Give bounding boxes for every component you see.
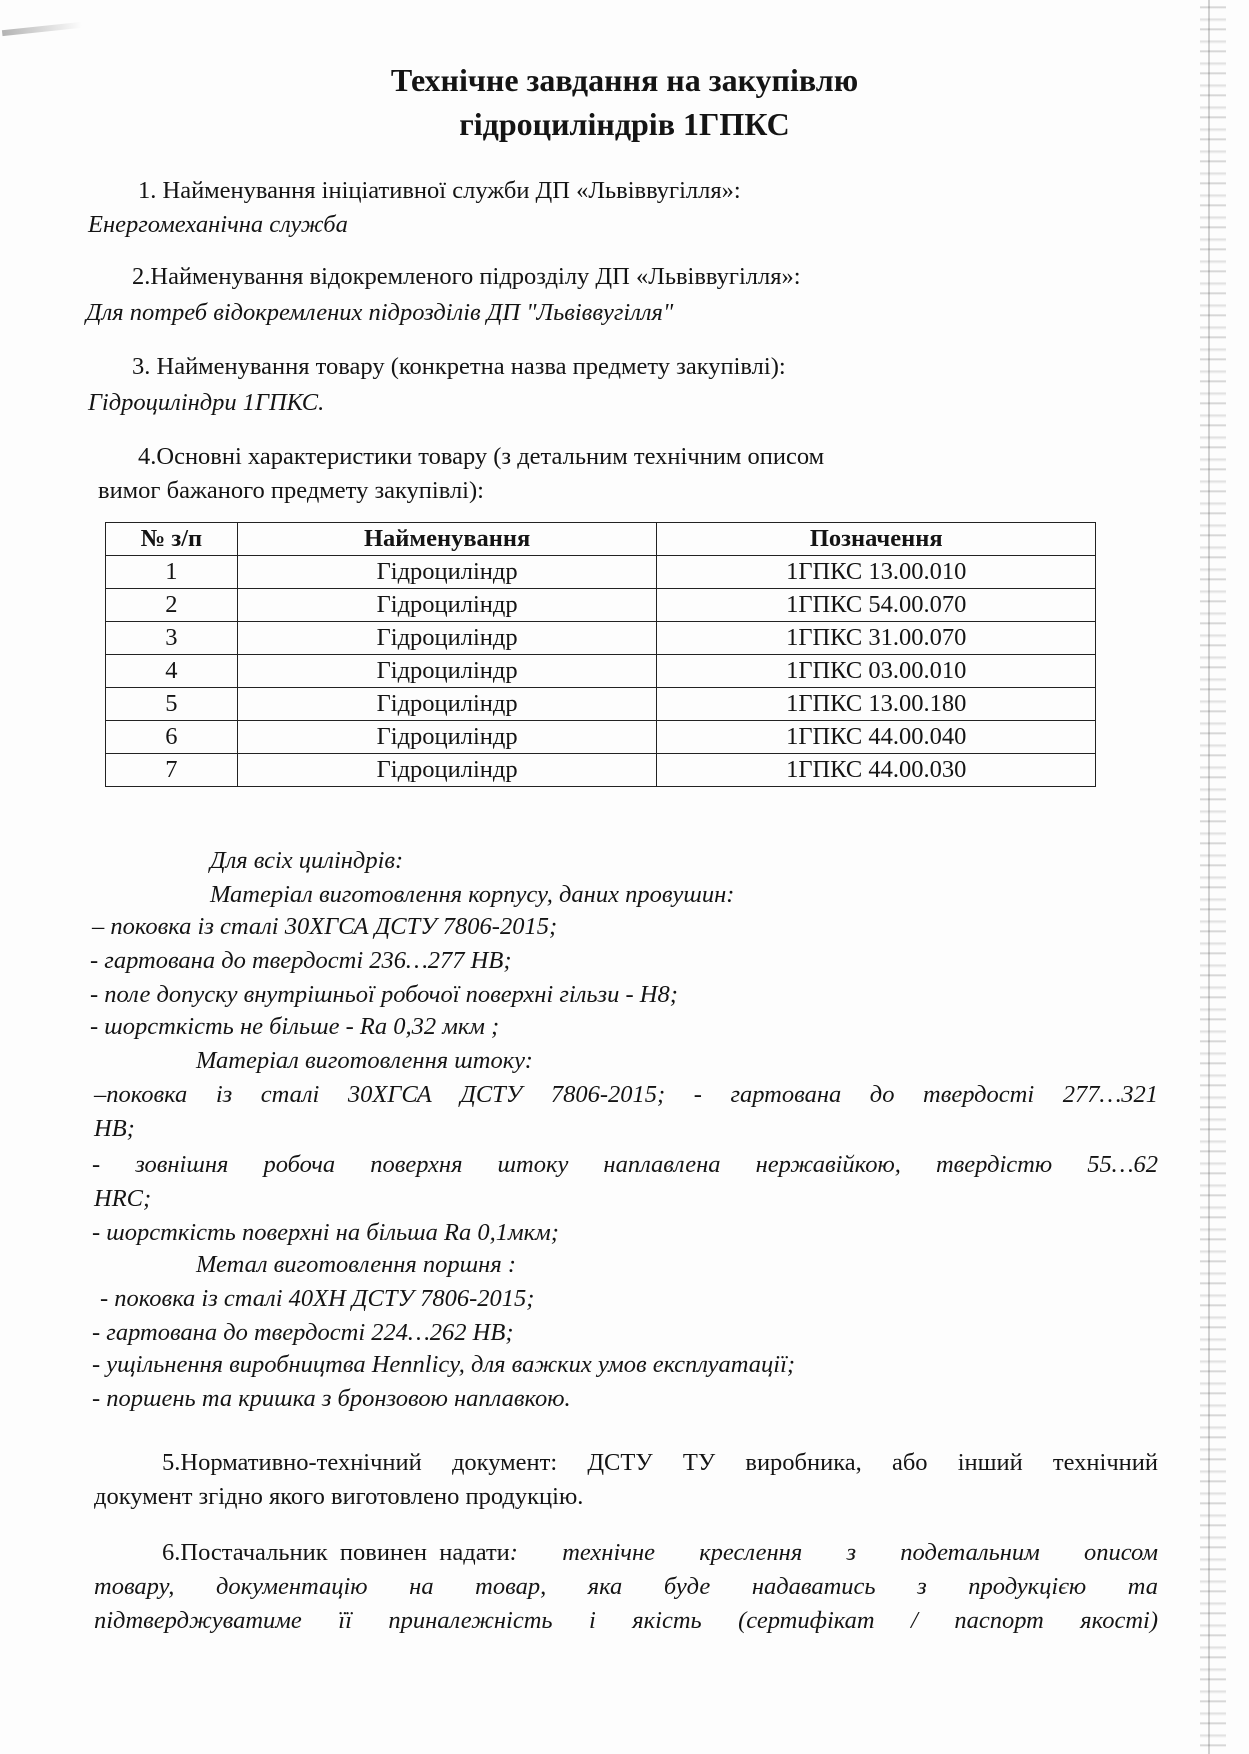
row-name: Гідроциліндр xyxy=(237,589,657,622)
specs-all-cylinders: Для всіх циліндрів: xyxy=(210,847,404,874)
row-designation: 1ГПКС 31.00.070 xyxy=(657,622,1096,655)
product-table xyxy=(105,522,1096,787)
table-header-row xyxy=(106,523,1096,556)
document-title-line1: Технічне завдання на закупівлю xyxy=(390,62,859,98)
piston-spec-3: - ущільнення виробництва Hennlicy, для важких умов експлуатації; xyxy=(92,1351,796,1378)
row-number: 7 xyxy=(106,754,238,787)
rod-material-heading: Матеріал виготовлення штоку: xyxy=(196,1047,533,1074)
rod-spec-2-line1: - зовнішня робоча поверхня штоку наплавлена нержавійкою, твердістю 55…62 xyxy=(92,1151,1158,1178)
row-number: 3 xyxy=(106,622,238,655)
section3-heading: 3. Найменування товару (конкретна назва предмету закупівлі): xyxy=(132,353,786,380)
row-name: Гідроциліндр xyxy=(237,754,657,787)
table-row xyxy=(106,688,1096,721)
row-designation: 1ГПКС 44.00.040 xyxy=(657,721,1096,754)
row-number: 4 xyxy=(106,655,238,688)
section6-line1-rest: : технічне креслення з подетальним описом xyxy=(509,1539,1158,1566)
section6-line1 xyxy=(162,1538,1158,1568)
section2-heading: 2.Найменування відокремленого підрозділу ДП «Львіввугілля»: xyxy=(132,263,801,290)
body-spec-4: - шорсткість не більше - Ra 0,32 мкм ; xyxy=(90,1013,500,1040)
section6-line2: товару, документацію на товар, яка буде надаватись з продукцією та xyxy=(94,1573,1158,1600)
section5-line2: документ згідно якого виготовлено продукцію. xyxy=(94,1483,584,1510)
section6-line3: підтверджуватиме її приналежність і якість (сертифікат / паспорт якості) xyxy=(94,1607,1158,1634)
row-name: Гідроциліндр xyxy=(237,622,657,655)
scan-edge-line xyxy=(1208,0,1210,1754)
row-number: 6 xyxy=(106,721,238,754)
table-row xyxy=(106,754,1096,787)
table-row xyxy=(106,589,1096,622)
column-header-name: Найменування xyxy=(237,523,657,556)
section5-line1: 5.Нормативно-технічний документ: ДСТУ ТУ виробника, або інший технічний xyxy=(162,1449,1158,1476)
rod-spec-1-line1: –поковка із сталі 30ХГСА ДСТУ 7806-2015; - гартована до твердості 277…321 xyxy=(94,1081,1158,1108)
table-row xyxy=(106,622,1096,655)
scan-corner-mark xyxy=(2,22,82,36)
piston-spec-1: - поковка із сталі 40ХН ДСТУ 7806-2015; xyxy=(100,1285,535,1312)
scan-edge-artifact xyxy=(1200,0,1226,1754)
section1-heading: 1. Найменування ініціативної служби ДП «Львіввугілля»: xyxy=(138,177,741,204)
row-number: 5 xyxy=(106,688,238,721)
rod-spec-1-line2: НВ; xyxy=(94,1115,135,1142)
row-name: Гідроциліндр xyxy=(237,556,657,589)
document-title-line2: гідроциліндрів 1ГПКС xyxy=(459,106,790,142)
row-designation: 1ГПКС 44.00.030 xyxy=(657,754,1096,787)
body-spec-1: – поковка із сталі 30ХГСА ДСТУ 7806-2015; xyxy=(92,913,558,940)
column-header-number: № з/п xyxy=(106,523,238,556)
body-spec-3: - поле допуску внутрішньої робочої поверхні гільзи - Н8; xyxy=(90,981,678,1008)
section1-value: Енергомеханічна служба xyxy=(88,211,348,238)
section3-value: Гідроциліндри 1ГПКС. xyxy=(88,389,325,416)
piston-material-heading: Метал виготовлення поршня : xyxy=(196,1251,516,1278)
row-name: Гідроциліндр xyxy=(237,655,657,688)
row-designation: 1ГПКС 13.00.010 xyxy=(657,556,1096,589)
piston-spec-2: - гартована до твердості 224…262 НВ; xyxy=(92,1319,514,1346)
row-designation: 1ГПКС 13.00.180 xyxy=(657,688,1096,721)
section6-line1-start: 6.Постачальник повинен надати xyxy=(162,1539,510,1566)
table-row xyxy=(106,655,1096,688)
table-row xyxy=(106,556,1096,589)
rod-spec-3: - шорсткість поверхні на більша Ra 0,1мкм; xyxy=(92,1219,559,1246)
row-designation: 1ГПКС 03.00.010 xyxy=(657,655,1096,688)
row-number: 2 xyxy=(106,589,238,622)
row-designation: 1ГПКС 54.00.070 xyxy=(657,589,1096,622)
rod-spec-2-line2: HRC; xyxy=(94,1185,152,1212)
section4-heading-line2: вимог бажаного предмету закупівлі): xyxy=(98,477,484,504)
row-name: Гідроциліндр xyxy=(237,721,657,754)
table-row xyxy=(106,721,1096,754)
column-header-designation: Позначення xyxy=(657,523,1096,556)
section2-value: Для потреб відокремлених підрозділів ДП "Львіввугілля" xyxy=(86,299,674,326)
row-number: 1 xyxy=(106,556,238,589)
row-name: Гідроциліндр xyxy=(237,688,657,721)
piston-spec-4: - поршень та кришка з бронзовою наплавкою. xyxy=(92,1385,571,1412)
body-spec-2: - гартована до твердості 236…277 НВ; xyxy=(90,947,512,974)
section4-heading-line1: 4.Основні характеристики товару (з детальним технічним описом xyxy=(138,443,825,470)
body-material-heading: Матеріал виготовлення корпусу, даних провушин: xyxy=(210,881,735,908)
